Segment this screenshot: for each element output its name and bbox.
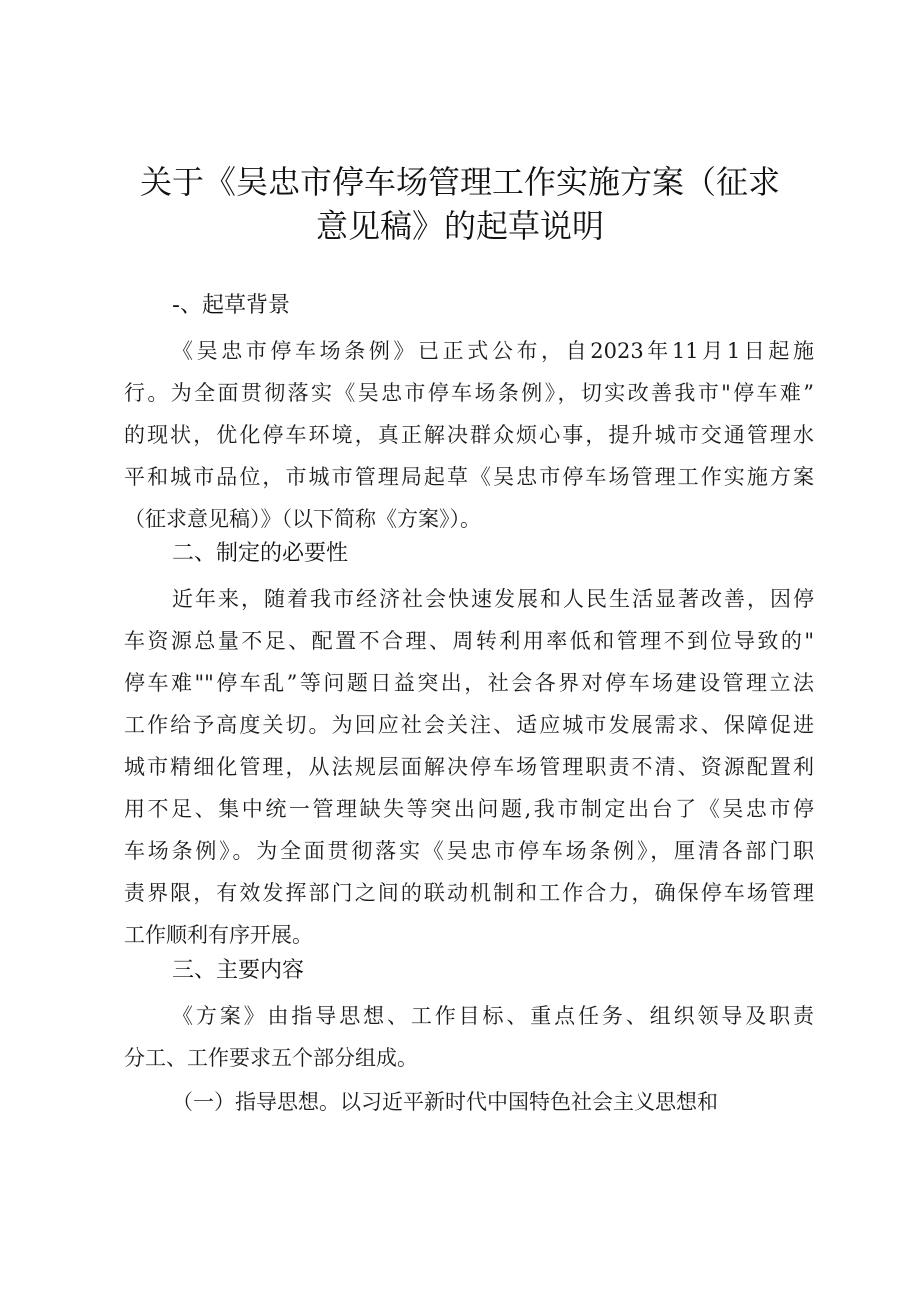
- text-line: 用不足、集中统一管理缺失等突出问题,我市制定出台了《吴忠市停: [124, 797, 814, 821]
- text-line: 停车难""停车乱”等问题日益突出，社会各界对停车场建设管理立法: [124, 671, 814, 695]
- text-line: （征求意见稿）》（以下简称《方案》）。: [124, 507, 481, 531]
- title-line: 关于《吴忠市停车场管理工作实施方案（征求: [139, 163, 780, 201]
- paragraph-background: [124, 330, 814, 540]
- text-line: 《吴忠市停车场条例》已正式公布，自2023年11月1日起施: [172, 339, 814, 363]
- section-heading-background: -、起草背景: [172, 293, 290, 318]
- text-line: （一）指导思想。以习近平新时代中国特色社会主义思想和: [172, 1090, 718, 1114]
- title-line: 意见稿》的起草说明: [315, 207, 604, 245]
- text-line: 平和城市品位，市城市管理局起草《吴忠市停车场管理工作实施方案: [124, 465, 814, 489]
- paragraph-necessity: [124, 578, 814, 956]
- section-heading-necessity: 二、制定的必要性: [172, 541, 349, 566]
- text-line: 工作给予高度关切。为回应社会关注、适应城市发展需求、保障促进: [124, 713, 814, 737]
- text-line: 车资源总量不足、配置不合理、周转利用率低和管理不到位导致的": [124, 629, 814, 653]
- section-heading-main-content: 三、主要内容: [172, 958, 305, 983]
- text-line: 《方案》由指导思想、工作目标、重点任务、组织领导及职责: [172, 1004, 814, 1028]
- text-line: 近年来，随着我市经济社会快速发展和人民生活显著改善，因停: [172, 587, 814, 611]
- text-line: 的现状，优化停车环境，真正解决群众烦心事，提升城市交通管理水: [124, 423, 814, 447]
- text-line: 城市精细化管理，从法规层面解决停车场管理职责不清、资源配置利: [124, 755, 814, 779]
- document-title: [120, 160, 800, 248]
- paragraph-guiding-ideology: [124, 1081, 814, 1123]
- text-line: 行。为全面贯彻落实《吴忠市停车场条例》，切实改善我市"停车难”: [124, 381, 814, 405]
- text-line: 分工、工作要求五个部分组成。: [124, 1046, 418, 1070]
- text-line: 工作顺利有序开展。: [124, 923, 313, 947]
- text-line: 责界限，有效发挥部门之间的联动机制和工作合力，确保停车场管理: [124, 881, 814, 905]
- text-line: 车场条例》。为全面贯彻落实《吴忠市停车场条例》，厘清各部门职: [124, 839, 814, 863]
- paragraph-main-content: [124, 995, 814, 1079]
